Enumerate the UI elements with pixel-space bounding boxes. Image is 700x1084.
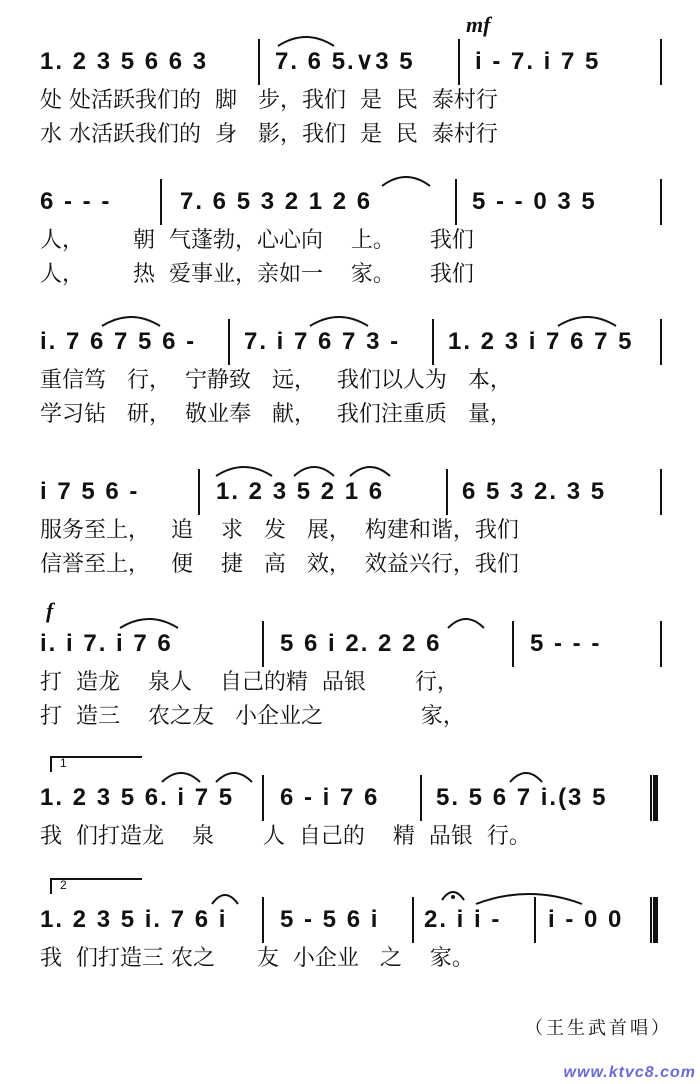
measure: 1. 2 3 5 6. i 7 5 [40, 784, 235, 811]
barline [432, 319, 434, 365]
dynamic-f: f [46, 598, 54, 623]
lyric-verse-2: 学习钻 研， 敬业奉 献， 我们注重质 量， [40, 402, 512, 427]
slur [276, 32, 336, 48]
slur [380, 172, 432, 188]
barline [660, 179, 662, 225]
second-ending-bracket [50, 878, 142, 894]
slur [508, 768, 544, 784]
slur [160, 768, 202, 784]
measure: i - 0 0 [548, 906, 624, 933]
barline [660, 469, 662, 515]
measure: 5 - - 0 3 5 [472, 188, 597, 215]
lyric-line: 我 们打造龙 泉 人 自己的 精 品银 行。 [40, 824, 531, 849]
final-barline [650, 897, 658, 943]
barline [458, 39, 460, 85]
measure: 7. 6 5.∨3 5 [275, 48, 415, 75]
lyric-verse-2: 水 水活跃我们的 身 影，我们 是 民 泰村行 [40, 122, 498, 147]
measure: 5 6 i 2. 2 2 6 [280, 630, 442, 657]
measure: 1. 2 3 i 7 6 7 5 [448, 328, 634, 355]
barline [660, 621, 662, 667]
barline [262, 897, 264, 943]
measure: 5 - - - [530, 630, 602, 657]
barline [198, 469, 200, 515]
slur [292, 462, 336, 478]
measure: 5. 5 6 7 i.(3 5 [436, 784, 608, 811]
lyric-verse-1: 重信笃 行， 宁静致 远， 我们以人为 本， [40, 368, 512, 393]
measure: i 7 5 6 - [40, 478, 140, 505]
measure: 1. 2 3 5 6 6 3 [40, 48, 209, 75]
singer-credit: （王生武首唱） [525, 1018, 672, 1039]
measure: i - 7. i 7 5 [475, 48, 601, 75]
lyric-verse-1: 打 造龙 泉人 自己的精 品银 行， [40, 670, 459, 695]
lyric-verse-2: 人， 热 爱事业，亲如一 家。 我们 [40, 262, 474, 287]
lyric-verse-2: 信誉至上， 便 捷 高 效， 效益兴行，我们 [40, 552, 519, 577]
slur [348, 462, 392, 478]
measure: 6 - - - [40, 188, 112, 215]
measure: 5 - 5 6 i [280, 906, 380, 933]
barline [160, 179, 162, 225]
dynamic-mf: mf [466, 12, 491, 37]
fermata-icon [440, 886, 466, 902]
first-ending-bracket [50, 756, 142, 772]
slur [214, 768, 254, 784]
lyric-line: 我 们打造三 农之 友 小企业 之 家。 [40, 946, 474, 971]
slur [214, 462, 274, 478]
slur [308, 312, 370, 328]
second-ending-number: 2 [60, 878, 67, 892]
slur [100, 312, 162, 328]
barline [660, 319, 662, 365]
tie [474, 888, 584, 906]
measure: 7. 6 5 3 2 1 2 6 [180, 188, 373, 215]
barline [258, 39, 260, 85]
barline [512, 621, 514, 667]
barline [455, 179, 457, 225]
barline [446, 469, 448, 515]
lyric-verse-1: 服务至上， 追 求 发 展， 构建和谐，我们 [40, 518, 519, 543]
measure: i. i 7. i 7 6 [40, 630, 173, 657]
measure: 6 5 3 2. 3 5 [462, 478, 607, 505]
barline [262, 621, 264, 667]
measure: i. 7 6 7 5 6 - [40, 328, 197, 355]
slur [210, 890, 240, 906]
measure: 1. 2 3 5 i. 7 6 i [40, 906, 228, 933]
slur [446, 614, 486, 630]
lyric-verse-1: 处 处活跃我们的 脚 步，我们 是 民 泰村行 [40, 88, 498, 113]
barline [228, 319, 230, 365]
barline [412, 897, 414, 943]
first-ending-number: 1 [60, 756, 67, 770]
measure: 1. 2 3 5 2 1 6 [216, 478, 385, 505]
measure: 7. i 7 6 7 3 - [244, 328, 401, 355]
barline [420, 775, 422, 821]
slur [118, 614, 180, 630]
slur [556, 312, 618, 328]
measure: 2. i i - [424, 906, 502, 933]
measure: 6 - i 7 6 [280, 784, 380, 811]
site-watermark: www.ktvc8.com [563, 1064, 696, 1081]
lyric-verse-2: 打 造三 农之友 小企业之 家， [40, 704, 465, 729]
repeat-barline [650, 775, 658, 821]
lyric-verse-1: 人， 朝 气蓬勃，心心向 上。 我们 [40, 228, 474, 253]
barline [262, 775, 264, 821]
barline [660, 39, 662, 85]
